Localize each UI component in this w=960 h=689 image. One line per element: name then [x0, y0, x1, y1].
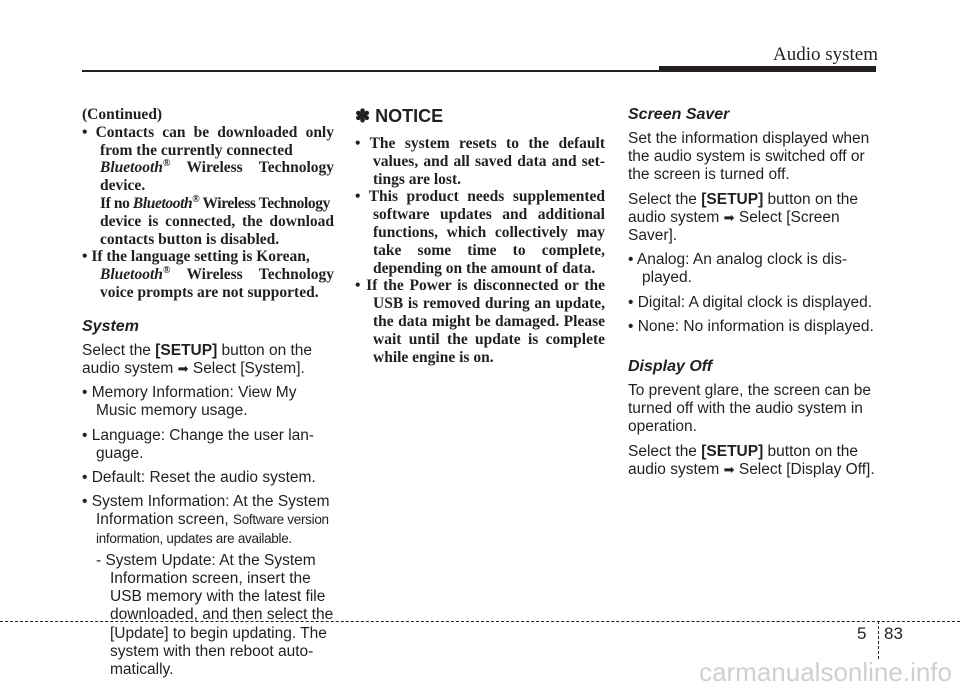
column-left [82, 106, 334, 685]
instruction-text: button on the audio system [628, 442, 859, 478]
watermark: carmanualsonline.info [699, 657, 952, 687]
bullet-contacts-cont3: device is connected, the download contacts button is disabled. [100, 212, 334, 248]
setup-button-label: [SETUP] [701, 442, 764, 460]
bullet-system-info: • System Information: At the System Information screen, Software version information, updates are available. [82, 493, 330, 546]
instruction-text: Select the [82, 341, 156, 359]
continued-block [82, 106, 334, 302]
system-section [82, 342, 334, 679]
display-off-instruction [628, 443, 878, 479]
display-off-section [628, 382, 878, 479]
footer-divider [878, 621, 879, 659]
bullet-text: Language: Change the user lan-guage. [91, 426, 315, 462]
instruction-text: button on the audio system [82, 341, 313, 377]
bullet-analog: • Analog: An analog clock is dis-played. [628, 251, 848, 287]
notice-item-updates: • This product needs supplemented software updates and additional functions, which collectively may take some time to complete, depending on the amount of data. [355, 188, 606, 277]
section-title-system: System [82, 317, 139, 335]
bullet-text: If no [100, 194, 133, 212]
registered-mark: ® [192, 193, 200, 205]
sub-bullet-text: System Update: At the System Information screen, insert the USB memory with the latest file downloaded, and then select the [Update] to begin updating. The system with then reboot auto-matically. [105, 551, 334, 679]
notice-text: If the Power is disconnected or the USB is removed during an update, the data might be damaged. Please wait until the update is complete while engine is on. [366, 277, 605, 366]
bullet-text: Wireless Technology [199, 194, 330, 212]
setup-button-label: [SETUP] [155, 341, 218, 359]
sub-bullet-system-update: - System Update: At the System Information screen, insert the USB memory with the latest file downloaded, and then select the [Update] to begin updating. The system with then reboot auto-matically. [96, 551, 334, 679]
notice-item-power: • If the Power is disconnected or the USB is removed during an update, the data might be damaged. Please wait until the update is complete while engine is on. [355, 277, 605, 366]
chapter-number: 5 [857, 624, 867, 643]
notice-text: This product needs supplemented software updates and additional functions, which collectively may take some time to complete, depending on the amount of data. [368, 188, 606, 277]
arrow-right-icon: ➡ [723, 209, 735, 225]
bullet-contacts-cont [82, 159, 334, 195]
instruction-text: Select [Display Off]. [734, 460, 875, 478]
bullet-text: System Information: At the System Information screen, [91, 493, 330, 529]
section-title-screen-saver: Screen Saver [628, 106, 730, 123]
instruction-text: button on the audio system [628, 190, 859, 226]
bullet-text: Wireless Technology voice prompts are not supported. [100, 266, 334, 301]
bullet-language-cont [82, 266, 334, 302]
bullet-text: Analog: An analog clock is dis-played. [636, 251, 848, 287]
footer-rule [0, 621, 960, 622]
bullet-memory-info: • Memory Information: View My Music memory usage. [82, 384, 297, 420]
arrow-right-icon: ➡ [723, 461, 735, 477]
header-tab-bar [659, 66, 876, 72]
screen-saver-instruction [628, 191, 878, 246]
bullet-digital: • Digital: A digital clock is displayed. [628, 293, 873, 311]
bluetooth-italic: Bluetooth [100, 266, 163, 284]
bluetooth-italic: Bluetooth [100, 159, 163, 177]
instruction-text: Select [Screen Saver]. [628, 208, 840, 245]
bullet-text: Digital: A digital clock is displayed. [637, 293, 873, 311]
bullet-none: • None: No information is displayed. [628, 317, 874, 335]
setup-button-label: [SETUP] [701, 190, 764, 208]
bullet-language: • If the language setting is Korean, [82, 248, 310, 266]
notice-text: The system resets to the default values, and all saved data and set-tings are lost. [369, 135, 605, 188]
bullet-contacts: • Contacts can be downloaded only from the currently connected [82, 123, 334, 159]
bullet-default: • Default: Reset the audio system. [82, 468, 316, 486]
page-number: 83 [884, 624, 903, 643]
instruction-text: Select the [628, 442, 702, 460]
screen-saver-desc: Set the information displayed when the audio system is switched off or the screen is turned off. [628, 130, 870, 184]
bullet-text: Default: Reset the audio system. [91, 468, 316, 486]
bullet-text: Wireless Technology device. [100, 159, 334, 195]
section-title-display-off: Display Off [628, 358, 713, 376]
arrow-right-icon: ➡ [177, 360, 189, 376]
column-middle [355, 106, 605, 366]
continued-label: (Continued) [82, 106, 163, 123]
notice-item-reset: • The system resets to the default values, and all saved data and set-tings are lost. [355, 135, 605, 188]
bullet-contacts-cont2 [82, 195, 334, 213]
page-header-title: Audio system [772, 44, 878, 65]
registered-mark: ® [162, 265, 171, 277]
screen-saver-section [628, 130, 878, 336]
bullet-language-setting: • Language: Change the user lan-guage. [82, 426, 315, 462]
bluetooth-italic: Bluetooth [132, 194, 193, 212]
registered-mark: ® [162, 158, 171, 170]
bullet-text: None: No information is displayed. [637, 317, 874, 335]
bullet-text: Contacts can be downloaded only from the currently connected [95, 123, 334, 159]
bullet-text: Memory Information: View My Music memory usage. [91, 384, 297, 420]
notice-title: ✽ NOTICE [355, 106, 444, 126]
system-instruction [82, 342, 334, 378]
instruction-text: Select [System]. [188, 359, 305, 377]
bullet-text-small: Software version information, updates are available. [96, 512, 329, 546]
column-right [628, 106, 878, 485]
bullet-text: If the language setting is Korean, [91, 248, 310, 266]
notice-list [355, 135, 605, 366]
display-off-desc: To prevent glare, the screen can be turned off with the audio system in operation. [628, 382, 871, 436]
instruction-text: Select the [628, 190, 702, 208]
